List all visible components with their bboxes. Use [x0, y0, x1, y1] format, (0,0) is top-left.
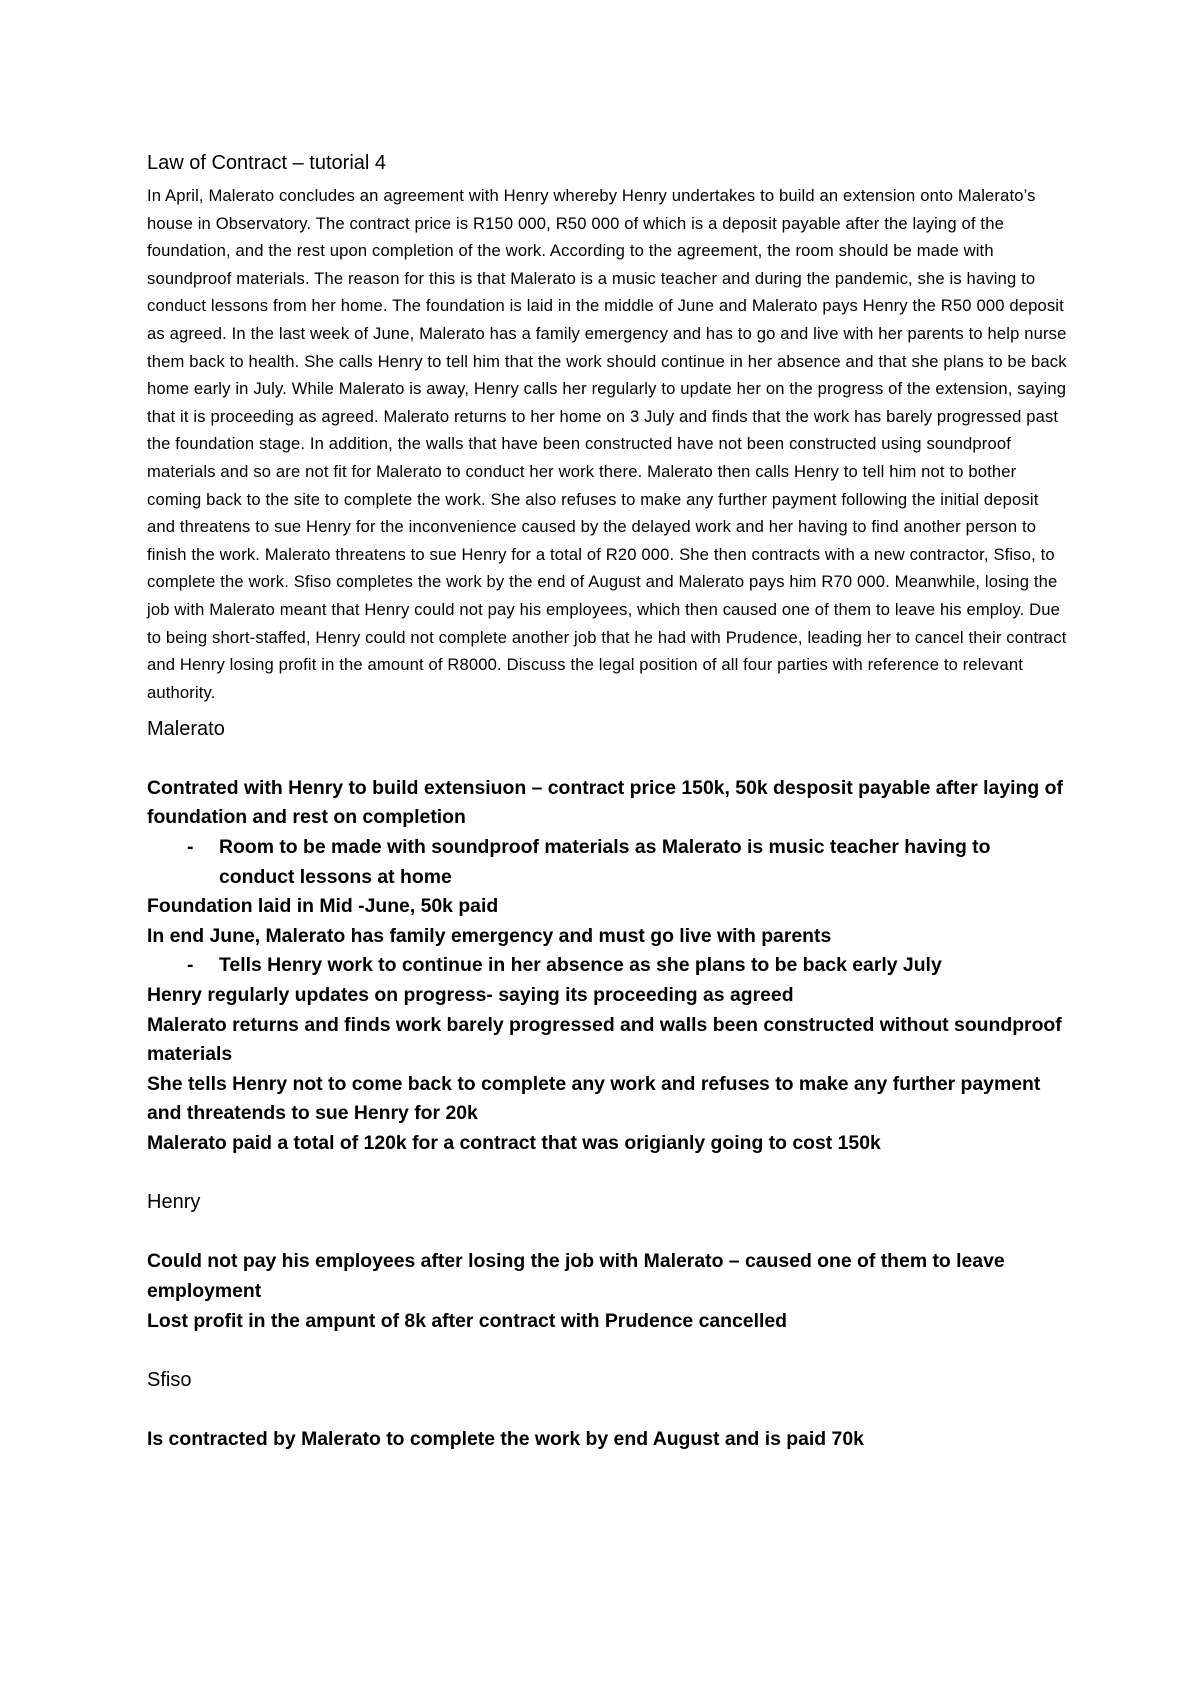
- note-line: Foundation laid in Mid -June, 50k paid: [147, 895, 499, 918]
- bullet-dash: -: [187, 836, 194, 859]
- section-heading-malerato: Malerato: [147, 718, 225, 741]
- problem-text: In April, Malerato concludes an agreement with Henry whereby Henry undertakes to build an extension onto Malerato’s house in Observatory. The contract price is R150 000, R50 000 of which is a deposit payable after the laying of the foundation, and the rest upon completion of the work. According to the agreement, the room should be made with soundproof materials. The reason for this is that Malerato is a music teacher and during the pandemic, she is having to conduct lessons from her home. The foundation is laid in the middle of June and Malerato pays Henry the R50 000 deposit as agreed. In the last week of June, Malerato has a family emergency and has to go and live with her parents to help nurse them back to health. She calls Henry to tell him that the work should continue in her absence and that she plans to be back home early in July. While Malerato is away, Henry calls her regularly to update her on the progress of the extension, saying that it is proceeding as agreed. Malerato returns to her home on 3 July and finds that the work has barely progressed past the foundation stage. In addition, the walls that have been constructed have not been constructed using soundproof materials and so are not fit for Malerato to conduct her work there. Malerato then calls Henry to tell him not to bother coming back to the site to complete the work. She also refuses to make any further payment following the initial deposit and threatens to sue Henry for the inconvenience caused by the delayed work and her having to find another person to finish the work. Malerato threatens to sue Henry for a total of R20 000. She then contracts with a new contractor, Sfiso, to complete the work. Sfiso completes the work by the end of August and Malerato pays him R70 000. Meanwhile, losing the job with Malerato meant that Henry could not pay his employees, which then caused one of them to leave his employ. Due to being short-staffed, Henry could not complete another job that he had with Prudence, leading her to cancel their contract and Henry losing profit in the amount of R8000. Discuss the legal position of all four parties with reference to relevant authority.: [147, 186, 1067, 702]
- bullet-text: Tells Henry work to continue in her absence as she plans to be back early July: [219, 954, 942, 977]
- note-line: Contrated with Henry to build extensiuon – contract price 150k, 50k desposit payable after laying of foundation and rest on completion: [147, 776, 1063, 829]
- spacer: [147, 1218, 1067, 1248]
- note-line: Malerato returns and finds work barely progressed and walls been constructed without soundproof materials: [147, 1013, 1062, 1066]
- malerato-notes: [147, 744, 1067, 1454]
- section-heading-sfiso: Sfiso: [147, 1368, 192, 1391]
- spacer: [147, 744, 1067, 774]
- spacer: [147, 1336, 1067, 1366]
- bullet-dash: -: [187, 954, 194, 977]
- bullet-text: Room to be made with soundproof materials as Malerato is music teacher having to conduct lessons at home: [219, 836, 991, 888]
- bullet-item: [147, 833, 1067, 892]
- section-heading-henry: Henry: [147, 1191, 201, 1214]
- note-line: Henry regularly updates on progress- saying its proceeding as agreed: [147, 984, 794, 1007]
- document-title: Law of Contract – tutorial 4: [147, 152, 387, 174]
- note-line: Lost profit in the ampunt of 8k after contract with Prudence cancelled: [147, 1309, 787, 1332]
- spacer: [147, 1395, 1067, 1425]
- note-line: She tells Henry not to come back to complete any work and refuses to make any further payment and threatends to sue Henry for 20k: [147, 1072, 1041, 1125]
- note-line: Malerato paid a total of 120k for a contract that was origianly going to cost 150k: [147, 1132, 881, 1154]
- document-content: [147, 148, 1067, 1455]
- note-line: Is contracted by Malerato to complete the work by end August and is paid 70k: [147, 1427, 864, 1450]
- note-line: Could not pay his employees after losing the job with Malerato – caused one of them to leave employment: [147, 1250, 1005, 1302]
- bullet-item: [147, 951, 1067, 981]
- spacer: [147, 1159, 1067, 1189]
- note-line: In end June, Malerato has family emergency and must go live with parents: [147, 924, 832, 947]
